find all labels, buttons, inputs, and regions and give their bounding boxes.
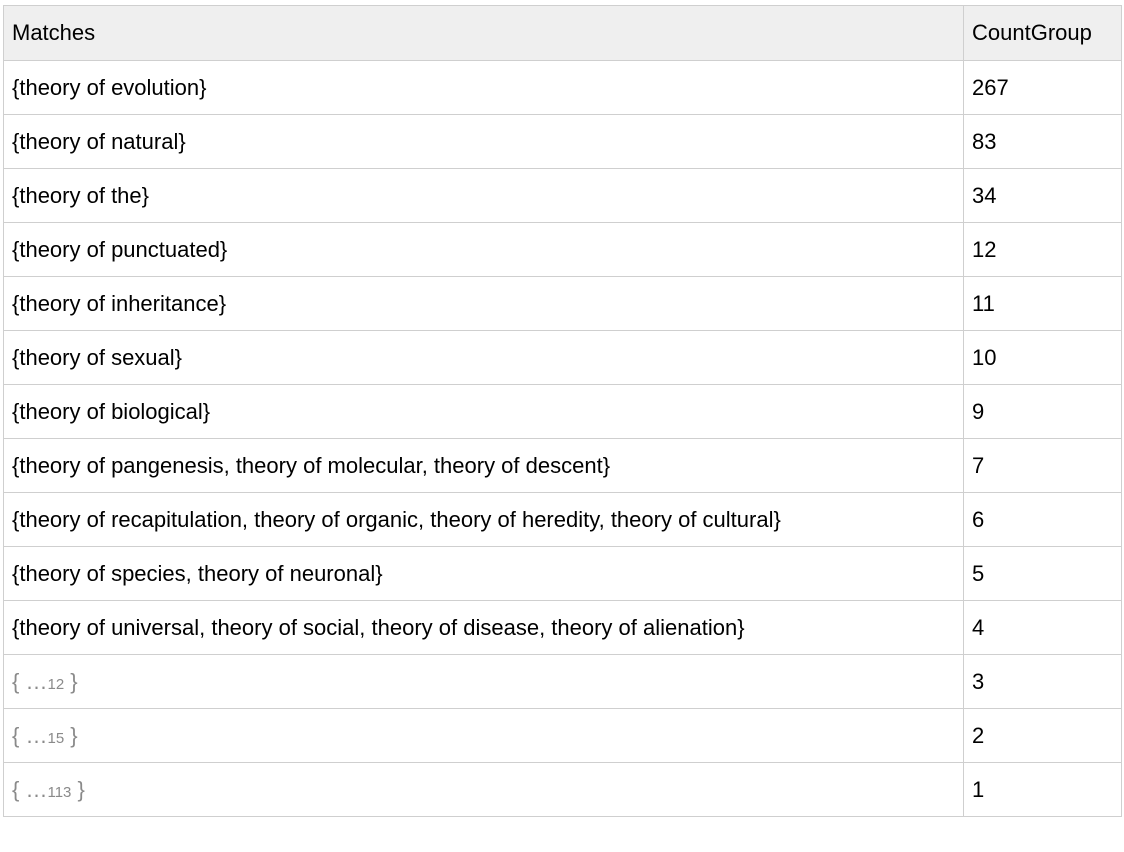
column-header-matches[interactable]: Matches	[4, 6, 964, 61]
matches-cell: {theory of sexual}	[4, 331, 964, 385]
table-row	[4, 223, 1122, 277]
open-brace: {	[12, 776, 20, 802]
elided-count: 15	[47, 729, 65, 747]
ellipsis: …	[25, 776, 48, 802]
matches-cell: {theory of biological}	[4, 385, 964, 439]
count-cell: 34	[964, 169, 1122, 223]
elided-matches-cell[interactable]	[4, 709, 964, 763]
table-body	[4, 61, 1122, 817]
open-brace: {	[12, 722, 20, 748]
elided-list[interactable]	[12, 723, 78, 748]
count-cell: 6	[964, 493, 1122, 547]
close-brace: }	[70, 668, 78, 694]
count-cell: 83	[964, 115, 1122, 169]
elided-count: 113	[47, 783, 72, 801]
count-cell: 4	[964, 601, 1122, 655]
table-row	[4, 331, 1122, 385]
close-brace: }	[77, 776, 85, 802]
table-row	[4, 61, 1122, 115]
count-cell: 12	[964, 223, 1122, 277]
header-row	[4, 6, 1122, 61]
matches-cell: {theory of pangenesis, theory of molecular, theory of descent}	[4, 439, 964, 493]
matches-cell: {theory of the}	[4, 169, 964, 223]
matches-cell: {theory of recapitulation, theory of organic, theory of heredity, theory of cultural}	[4, 493, 964, 547]
elided-list[interactable]	[12, 669, 78, 694]
count-cell: 7	[964, 439, 1122, 493]
table-row	[4, 115, 1122, 169]
count-cell: 10	[964, 331, 1122, 385]
count-cell: 5	[964, 547, 1122, 601]
table-row	[4, 601, 1122, 655]
table-row	[4, 439, 1122, 493]
count-cell: 3	[964, 655, 1122, 709]
table-row	[4, 547, 1122, 601]
ellipsis: …	[25, 668, 48, 694]
table-row	[4, 277, 1122, 331]
table-row	[4, 655, 1122, 709]
table-row	[4, 493, 1122, 547]
count-cell: 9	[964, 385, 1122, 439]
table-row	[4, 763, 1122, 817]
table-row	[4, 709, 1122, 763]
matches-cell: {theory of natural}	[4, 115, 964, 169]
table-header	[4, 6, 1122, 61]
table-row	[4, 385, 1122, 439]
open-brace: {	[12, 668, 20, 694]
dataset-table	[3, 5, 1122, 817]
matches-cell: {theory of punctuated}	[4, 223, 964, 277]
count-cell: 11	[964, 277, 1122, 331]
matches-cell: {theory of inheritance}	[4, 277, 964, 331]
matches-cell: {theory of species, theory of neuronal}	[4, 547, 964, 601]
count-cell: 2	[964, 709, 1122, 763]
column-header-countgroup[interactable]: CountGroup	[964, 6, 1122, 61]
elided-list[interactable]	[12, 777, 85, 802]
count-cell: 1	[964, 763, 1122, 817]
matches-cell: {theory of universal, theory of social, theory of disease, theory of alienation}	[4, 601, 964, 655]
elided-matches-cell[interactable]	[4, 763, 964, 817]
table-row	[4, 169, 1122, 223]
elided-count: 12	[47, 675, 65, 693]
count-cell: 267	[964, 61, 1122, 115]
elided-matches-cell[interactable]	[4, 655, 964, 709]
matches-cell: {theory of evolution}	[4, 61, 964, 115]
close-brace: }	[70, 722, 78, 748]
ellipsis: …	[25, 722, 48, 748]
